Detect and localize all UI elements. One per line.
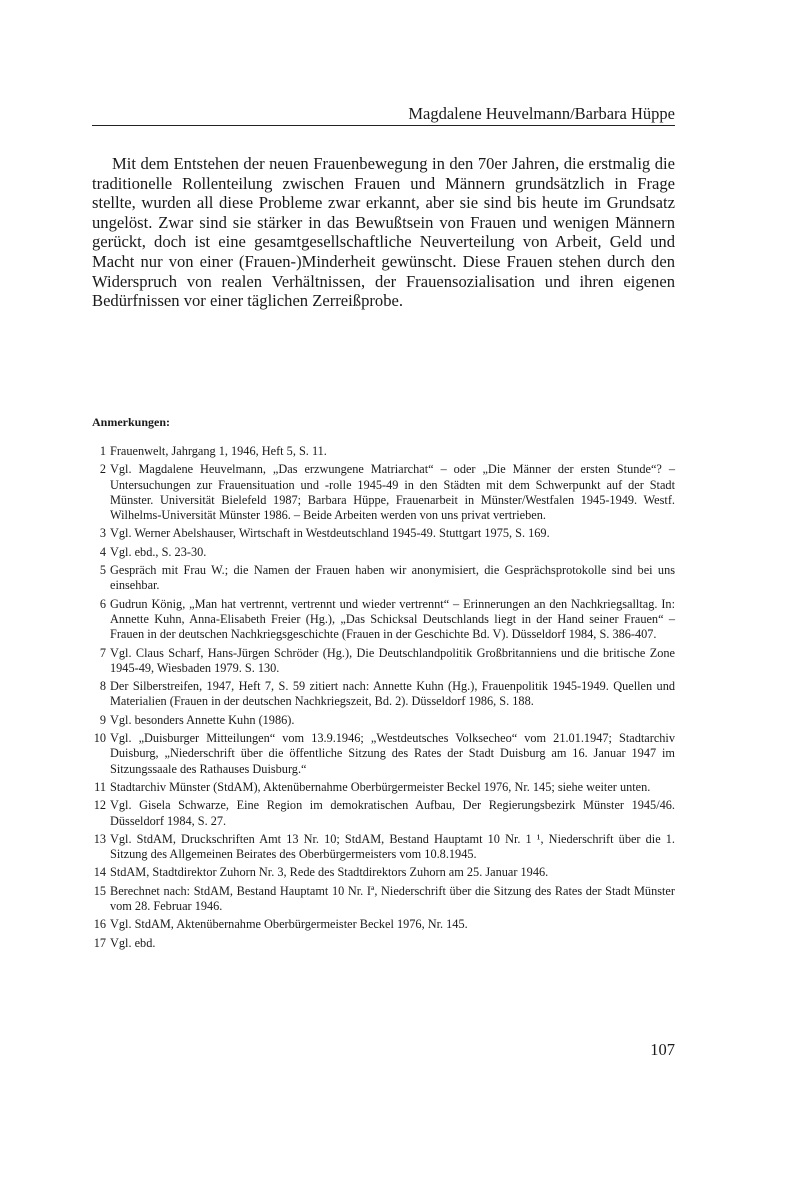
- endnote-number: 2: [99, 462, 106, 477]
- endnote-number: 6: [99, 596, 106, 611]
- endnote-text: Vgl. StdAM, Druckschriften Amt 13 Nr. 10; StdAM, Bestand Hauptamt 10 Nr. 1 ¹, Niederschrift über die 1. Sitzung des Allgemeinen Beirates des Oberbürgermeisters vom 10.8.1945.: [110, 831, 675, 862]
- endnote-number: 17: [93, 935, 106, 950]
- endnote: [92, 545, 675, 560]
- endnote-number: 5: [99, 563, 106, 578]
- endnote-text: Vgl. Magdalene Heuvelmann, „Das erzwungene Matriarchat“ – oder „Die Männer der ersten Stunde“? – Untersuchungen zur Frauensituation und -rolle 1945-49 in den Städten mit dem Schwerpunkt auf der Stadt Münster. Universität Bielefeld 1987; Barbara Hüppe, Frauenarbeit in Münster/Westfalen 1945-1949. Westf. Wilhelms-Universität Münster 1986. – Beide Arbeiten werden von uns privat vertrieben.: [110, 462, 675, 523]
- endnote: [92, 884, 675, 915]
- endnote-number: 8: [99, 679, 106, 694]
- running-header: Magdalene Heuvelmann/Barbara Hüppe: [408, 104, 675, 123]
- endnote-number: 4: [99, 544, 106, 559]
- page-number: 107: [650, 1040, 675, 1059]
- endnote-number: 9: [99, 712, 106, 727]
- endnote: [92, 646, 675, 677]
- endnote-text: Vgl. ebd., S. 23-30.: [110, 544, 207, 559]
- endnote: [92, 526, 675, 541]
- endnote-text: Gudrun König, „Man hat vertrennt, vertrennt und wieder vertrennt“ – Erinnerungen an den Nachkriegsalltag. In: Annette Kuhn, Anna-Elisabeth Freier (Hg.), „Das Schicksal Deutschlands liegt in der Hand seiner Frauen“ – Frauen in der deutschen Nachkriegsgeschichte (Frauen in der Geschichte Bd. V). Düsseldorf 1984, S. 386-407.: [110, 596, 675, 642]
- endnotes-list: [92, 444, 675, 954]
- endnote-text: Stadtarchiv Münster (StdAM), Aktenübernahme Oberbürgermeister Beckel 1976, Nr. 145; siehe weiter unten.: [110, 779, 651, 794]
- endnote: [92, 713, 675, 728]
- endnote-text: Berechnet nach: StdAM, Bestand Hauptamt 10 Nr. Iª, Niederschrift über die Sitzung des Rates der Stadt Münster vom 28. Februar 1946.: [110, 883, 675, 914]
- endnote-number: 10: [93, 731, 106, 746]
- endnote-number: 11: [94, 779, 106, 794]
- endnote: [92, 462, 675, 523]
- endnote: [92, 917, 675, 932]
- body-paragraph: Mit dem Entstehen der neuen Frauenbewegung in den 70er Jahren, die erstmalig die traditionelle Rollenteilung zwischen Frauen und Männern grundsätzlich in Frage stellte, wurden all diese Probleme zwar erkannt, aber sie sind bis heute im Grundsatz ungelöst. Zwar sind sie stärker in das Bewußtsein von Frauen und wenigen Männern gerückt, doch ist eine gesamtgesellschaftliche Neuverteilung von Arbeit, Geld und Macht nur von einer (Frauen-)Minderheit gewünscht. Diese Frauen stehen durch den Widerspruch von realen Verhältnissen, der Frauensozialisation und ihren eigenen Bedürfnissen vor einer täglichen Zerreißprobe.: [92, 154, 675, 311]
- endnote-text: Frauenwelt, Jahrgang 1, 1946, Heft 5, S. 11.: [110, 444, 327, 458]
- header-rule: [92, 125, 675, 126]
- endnote: [92, 597, 675, 643]
- endnote-text: Der Silberstreifen, 1947, Heft 7, S. 59 zitiert nach: Annette Kuhn (Hg.), Frauenpolitik 1945-1949. Quellen und Materialien (Frauen in der deutschen Nachkriegszeit, Bd. 2). Düsseldorf 1986, S. 188.: [110, 679, 675, 709]
- endnote: [92, 780, 675, 795]
- endnote-number: 15: [93, 883, 106, 898]
- endnote-number: 16: [93, 917, 106, 932]
- endnote-text: Vgl. Werner Abelshauser, Wirtschaft in Westdeutschland 1945-49. Stuttgart 1975, S. 169.: [110, 526, 550, 541]
- endnote-text: Vgl. Claus Scharf, Hans-Jürgen Schröder (Hg.), Die Deutschlandpolitik Großbritanniens und die britische Zone 1945-49, Wiesbaden 1979. S. 130.: [110, 645, 675, 675]
- endnote-text: Vgl. StdAM, Aktenübernahme Oberbürgermeister Beckel 1976, Nr. 145.: [110, 917, 468, 932]
- endnote-text: Gespräch mit Frau W.; die Namen der Frauen haben wir anonymisiert, die Gesprächsprotokolle sind bei uns einsehbar.: [110, 563, 675, 593]
- endnote-number: 7: [99, 645, 106, 660]
- endnote-text: Vgl. besonders Annette Kuhn (1986).: [110, 712, 295, 727]
- endnote: [92, 679, 675, 710]
- endnote: [92, 832, 675, 863]
- endnote-text: Vgl. „Duisburger Mitteilungen“ vom 13.9.1946; „Westdeutsches Volksecheo“ vom 21.01.1947; Stadtarchiv Duisburg, „Niederschrift über die öffentliche Sitzung des Rates der Stadt Duisburg am 16. Januar 1947 im Sitzungssaale des Rathauses Duisburg.“: [110, 731, 675, 776]
- endnote-text: Vgl. ebd.: [110, 935, 156, 950]
- endnote: [92, 731, 675, 777]
- endnote: [92, 444, 675, 459]
- endnote-number: 13: [93, 831, 106, 846]
- endnote: [92, 563, 675, 594]
- endnote-number: 14: [93, 865, 106, 880]
- endnote: [92, 936, 675, 951]
- endnote-number: 12: [93, 798, 106, 813]
- endnote: [92, 865, 675, 880]
- endnote-number: 1: [99, 444, 106, 458]
- endnote-text: Vgl. Gisela Schwarze, Eine Region im demokratischen Aufbau, Der Regierungsbezirk Münster 1945/46. Düsseldorf 1984, S. 27.: [110, 798, 675, 828]
- endnote-text: StdAM, Stadtdirektor Zuhorn Nr. 3, Rede des Stadtdirektors Zuhorn am 25. Januar 1946.: [110, 865, 549, 880]
- endnote: [92, 798, 675, 829]
- notes-heading: Anmerkungen:: [92, 415, 171, 429]
- endnote-number: 3: [99, 526, 106, 541]
